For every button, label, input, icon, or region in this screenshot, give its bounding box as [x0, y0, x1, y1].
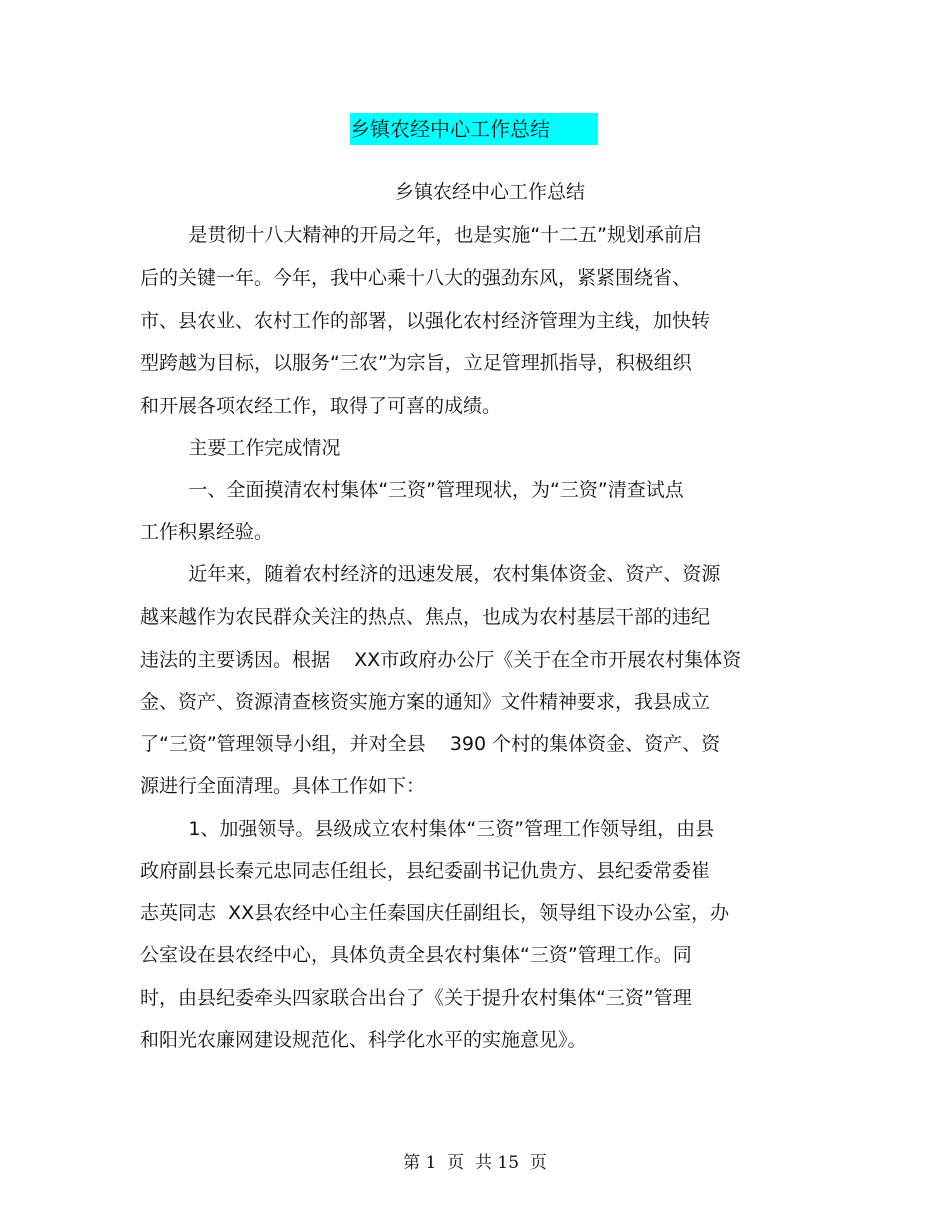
body-line: 志英同志 XX县农经中心主任秦国庆任副组长，领导组下设办公室，办 [140, 902, 730, 924]
body-line: 公室设在县农经中心，具体负责全县农村集体“三资”管理工作。同 [140, 944, 692, 966]
body-line: 越来越作为农民群众关注的热点、焦点，也成为农村基层干部的违纪 [140, 606, 711, 628]
body-line: 1、加强领导。县级成立农村集体“三资”管理工作领导组，由县 [140, 818, 715, 840]
page-footer: 第 1 页 共 15 页 [403, 1153, 547, 1173]
body-line: 违法的主要诱因。根据 XX市政府办公厅《关于在全市开展农村集体资 [140, 649, 742, 671]
body-line: 工作积累经验。 [140, 521, 274, 543]
body-line: 时，由县纪委牵头四家联合出台了《关于提升农村集体“三资”管理 [140, 987, 692, 1009]
body-line: 后的关键一年。今年，我中心乘十八大的强劲东风，紧紧围绕省、 [140, 267, 692, 289]
body-line: 近年来，随着农村经济的迅速发展，农村集体资金、资产、资源 [140, 563, 721, 585]
body-line: 和阳光农廉网建设规范化、科学化水平的实施意见》。 [140, 1029, 587, 1051]
body-line: 了“三资”管理领导小组，并对全县 390 个村的集体资金、资产、资 [140, 733, 721, 755]
body-line: 一、全面摸清农村集体“三资”管理现状，为“三资”清查试点 [140, 479, 684, 501]
body-line: 和开展各项农经工作，取得了可喜的成绩。 [140, 395, 502, 417]
body-line: 金、资产、资源清查核资实施方案的通知》文件精神要求，我县成立 [140, 691, 711, 713]
body-line: 源进行全面清理。具体工作如下： [140, 775, 426, 797]
document-title: 乡镇农经中心工作总结 [350, 113, 598, 145]
body-line: 是贯彻十八大精神的开局之年，也是实施“十二五”规划承前启 [140, 224, 703, 246]
body-line: 型跨越为目标，以服务“三农”为宗旨，立足管理抓指导，积极组织 [140, 352, 692, 374]
document-subtitle: 乡镇农经中心工作总结 [395, 181, 586, 203]
body-line: 市、县农业、农村工作的部署，以强化农村经济管理为主线，加快转 [140, 310, 711, 332]
body-line: 政府副县长秦元忠同志任组长，县纪委副书记仇贵方、县纪委常委崔 [140, 860, 711, 882]
section-heading: 主要工作完成情况 [140, 437, 341, 459]
